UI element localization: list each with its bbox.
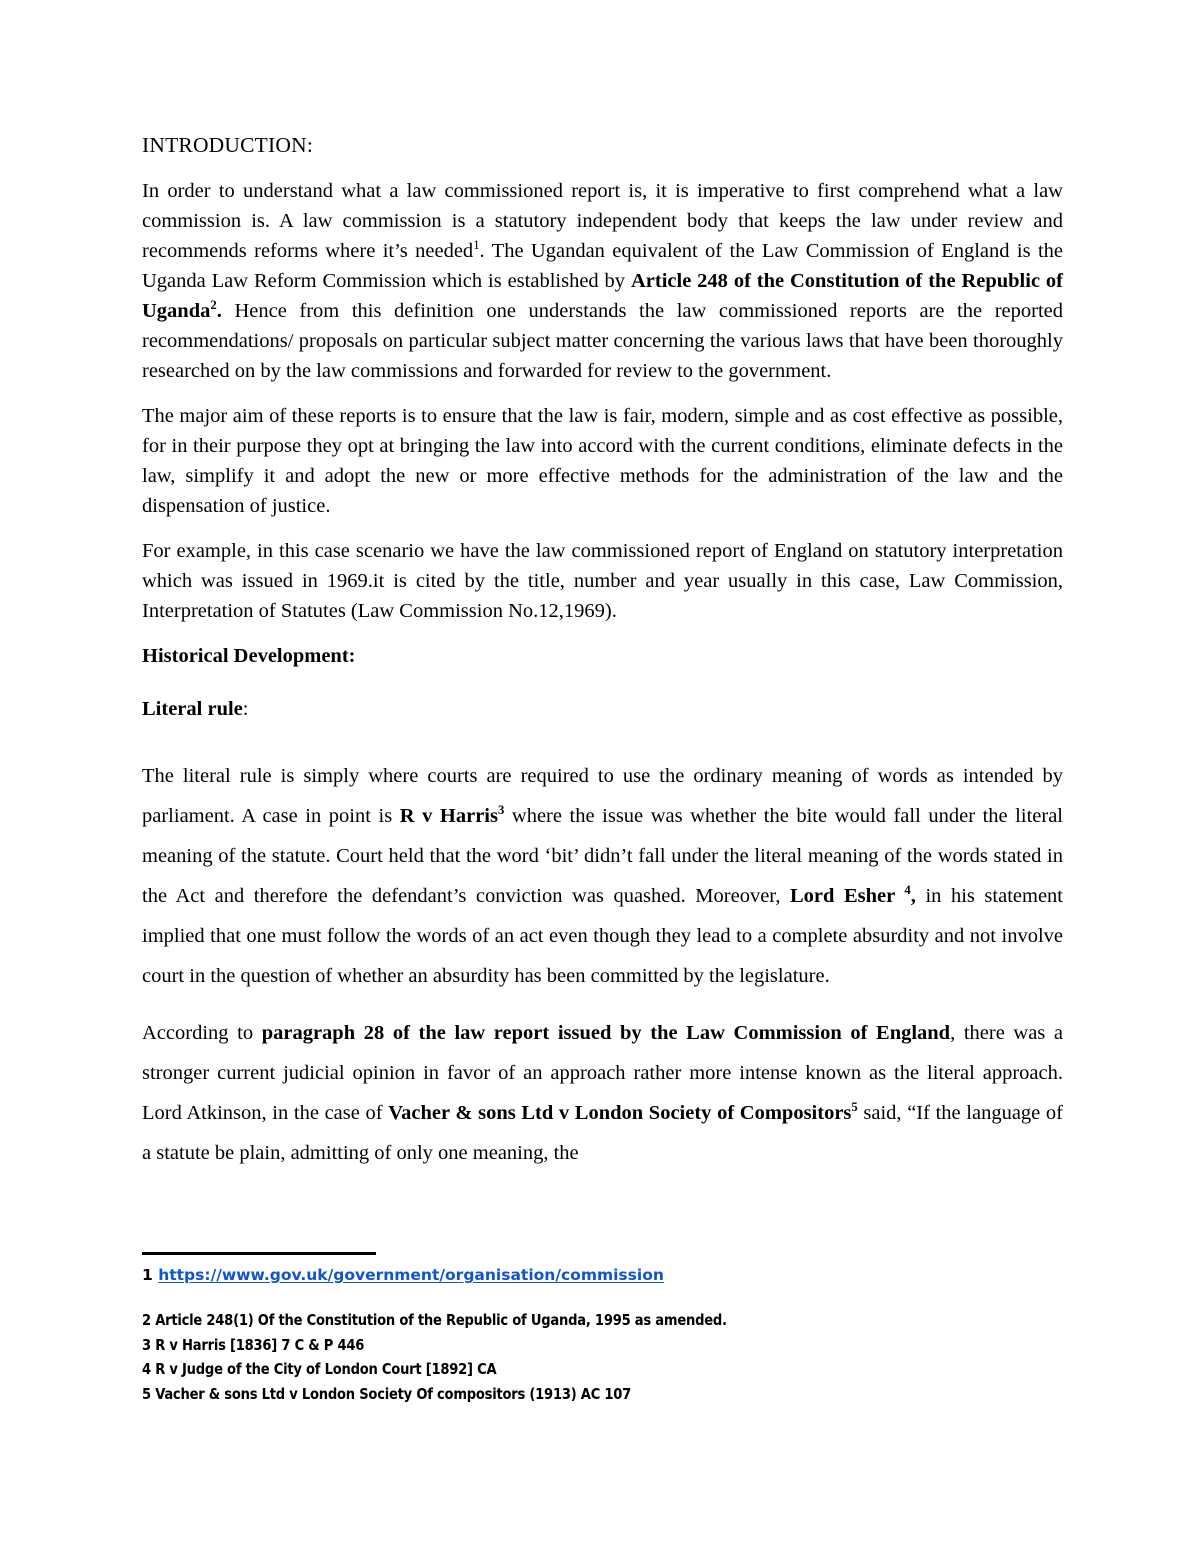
emphasis-text: paragraph 28 of the law report issued by the Law Commission of England <box>261 1022 951 1044</box>
text-run: said, “If the language of a statute be plain, admitting of only one meaning, the <box>142 1102 1063 1164</box>
paragraph-intro-2 <box>142 401 1063 521</box>
footnote-list <box>142 1308 1063 1406</box>
paragraph-intro-3 <box>142 536 1063 626</box>
emphasis-text: . <box>216 300 222 322</box>
footnote-item-5: 5 Vacher & sons Ltd v London Society Of compositors (1913) AC 107 <box>142 1384 632 1403</box>
footnote-reference: 2 <box>210 298 217 313</box>
document-body <box>142 130 1063 1173</box>
heading-literal-rule-colon: : <box>242 698 249 720</box>
footnote-marker-1: 1 <box>142 1266 153 1284</box>
text-run: . The Ugandan equivalent of the Law Commission of England is the Uganda Law Reform Commission which is established by <box>142 240 1063 292</box>
heading-literal-rule-label: Literal rule <box>142 698 243 720</box>
text-run: , there was a stronger current judicial opinion in favor of an approach rather more intense known as the literal approach. Lord Atkinson, in the case of <box>142 1022 1063 1124</box>
text-run: where the issue was whether the bite would fall under the literal meaning of the statute. Court held that the word ‘bit’ didn’t fall under the literal meaning of the words stated in the Act and therefore the defendant’s conviction was quashed. Moreover, <box>142 805 1063 907</box>
footnote-item-3: 3 R v Harris [1836] 7 C & P 446 <box>142 1335 365 1354</box>
paragraph-intro-1 <box>142 176 1063 386</box>
emphasis-text: R v Harris <box>399 805 498 827</box>
text-run: Hence from this definition one understands the law commissioned reports are the reported recommendations/ proposals on particular subject matter concerning the various laws that have been thoroughly researched on by the law commissions and forwarded for review to the government. <box>142 300 1063 382</box>
footnote-link-commission[interactable]: https://www.gov.uk/government/organisation/commission <box>158 1266 664 1284</box>
paragraph-literal-rule-2 <box>142 1013 1063 1173</box>
emphasis-text: , <box>910 885 916 907</box>
footnote-reference: 4 <box>904 883 911 898</box>
footnote-reference: 3 <box>497 803 505 818</box>
text-run: According to <box>142 1022 262 1044</box>
footnote-item-2: 2 Article 248(1) Of the Constitution of the Republic of Uganda, 1995 as amended. <box>142 1311 727 1329</box>
footnote-separator-rule <box>142 1252 376 1255</box>
text-run: The literal rule is simply where courts are required to use the ordinary meaning of words as intended by parliament. A case in point is <box>142 765 1063 827</box>
emphasis-text: Vacher & sons Ltd v London Society of Compositors <box>388 1102 852 1124</box>
page-title: INTRODUCTION: <box>142 133 313 157</box>
emphasis-text: Lord Esher <box>790 885 905 907</box>
heading-literal-rule <box>142 694 1063 724</box>
text-run: in his statement implied that one must follow the words of an act even though they lead to a complete absurdity and not involve court in the question of whether an absurdity has been committed by the legislature. <box>142 885 1063 987</box>
footnote-reference: 1 <box>473 238 480 253</box>
paragraph-literal-rule-1 <box>142 756 1063 996</box>
text-run: For example, in this case scenario we have the law commissioned report of England on statutory interpretation which was issued in 1969.it is cited by the title, number and year usually in this case, Law Commission, Interpretation of Statutes (Law Commission No.12,1969). <box>142 540 1063 622</box>
text-run: In order to understand what a law commissioned report is, it is imperative to first comprehend what a law commission is. A law commission is a statutory independent body that keeps the law under review and recommends reforms where it’s needed <box>142 180 1063 262</box>
emphasis-text: Article 248 of the Constitution of the Republic of Uganda <box>142 270 1064 322</box>
footnote-item-1 <box>142 1264 1063 1286</box>
text-run: The major aim of these reports is to ensure that the law is fair, modern, simple and as cost effective as possible, for in their purpose they opt at bringing the law into accord with the current conditions, eliminate defects in the law, simplify it and adopt the new or more effective methods for the administration of the law and the dispensation of justice. <box>142 405 1063 517</box>
footnote-item-4: 4 R v Judge of the City of London Court [1892] CA <box>142 1360 497 1378</box>
footnotes-section <box>142 1252 1063 1406</box>
heading-historical-development: Historical Development: <box>142 645 356 667</box>
footnote-reference: 5 <box>851 1100 858 1115</box>
